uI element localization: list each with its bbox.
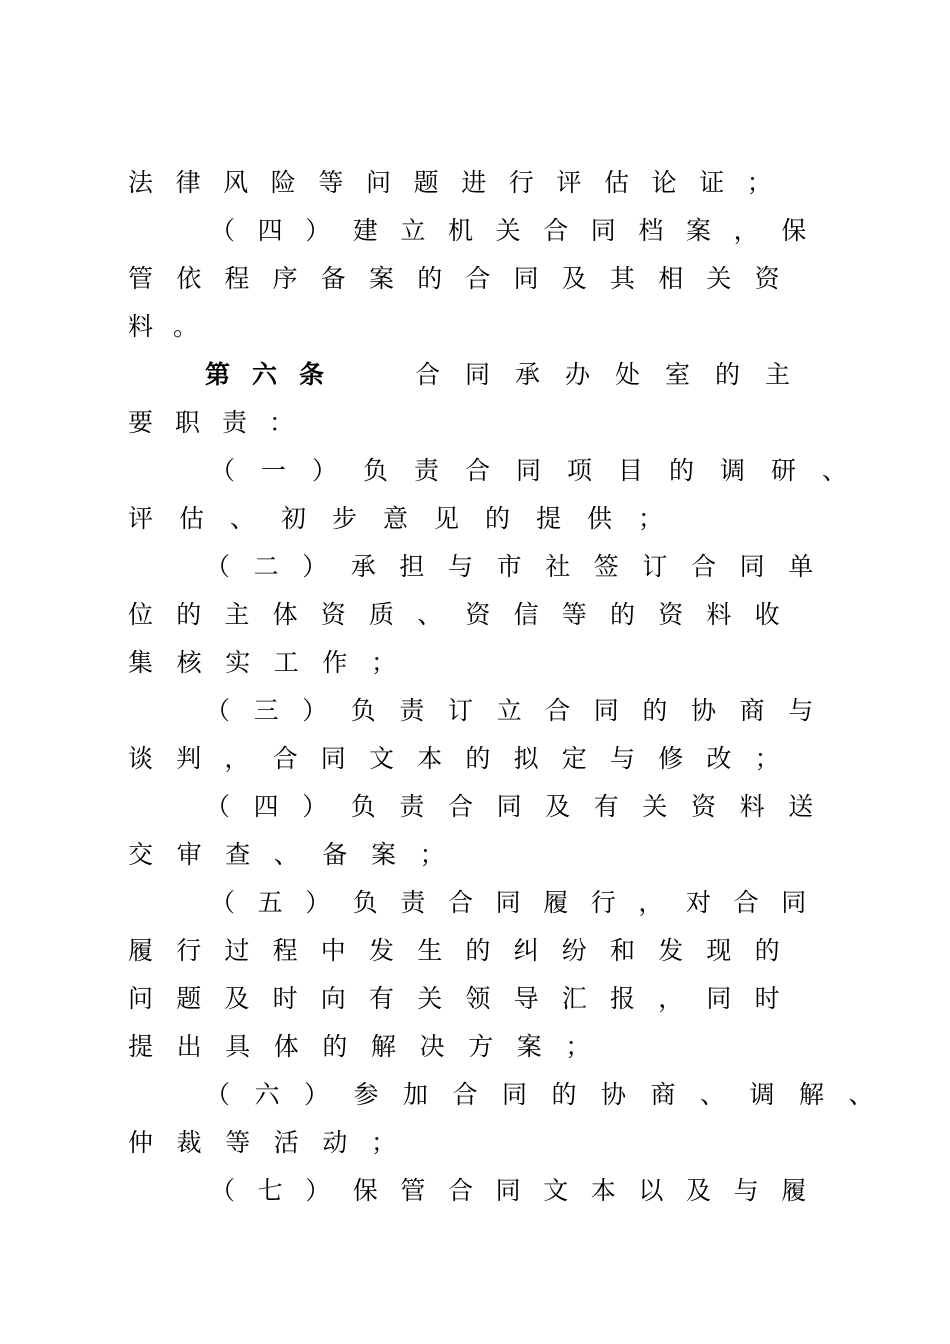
article-six-heading: 第六条 (205, 360, 347, 389)
text-line-14: （四）负责合同及有关资料送 (205, 792, 837, 821)
text-line-9: （二）承担与市社签订合同单 (205, 552, 837, 581)
text-line-1: 法律风险等问题进行评估论证； (128, 168, 795, 197)
text-line-2: （四）建立机关合同档案，保 (210, 216, 829, 245)
text-line-21: 仲裁等活动； (128, 1128, 420, 1157)
text-line-18: 问题及时向有关领导汇报，同时 (128, 984, 803, 1013)
text-line-19: 提出具体的解决方案； (128, 1032, 615, 1061)
text-line-8: 评估、初步意见的提供； (128, 504, 690, 533)
text-line-15: 交审查、备案； (128, 840, 469, 869)
text-line-22: （七）保管合同文本以及与履 (210, 1176, 829, 1205)
text-line-3: 管依程序备案的合同及其相关资 (128, 264, 803, 293)
text-line-7: （一）负责合同项目的调研、 (210, 456, 874, 485)
text-line-10: 位的主体资质、资信等的资料收 (128, 600, 803, 629)
text-line-6: 要职责： (128, 408, 317, 437)
text-line-12: （三）负责订立合同的协商与 (205, 696, 837, 725)
text-line-16: （五）负责合同履行，对合同 (210, 888, 829, 917)
text-line-17: 履行过程中发生的纠纷和发现的 (128, 936, 803, 965)
text-line-4: 料。 (128, 312, 219, 341)
text-line-11: 集核实工作； (128, 648, 420, 677)
text-line-20: （六）参加合同的协商、调解、 (205, 1080, 899, 1109)
text-line-13: 谈判，合同文本的拟定与修改； (128, 744, 803, 773)
text-line-5b: 合同承办处室的主 (415, 360, 816, 389)
